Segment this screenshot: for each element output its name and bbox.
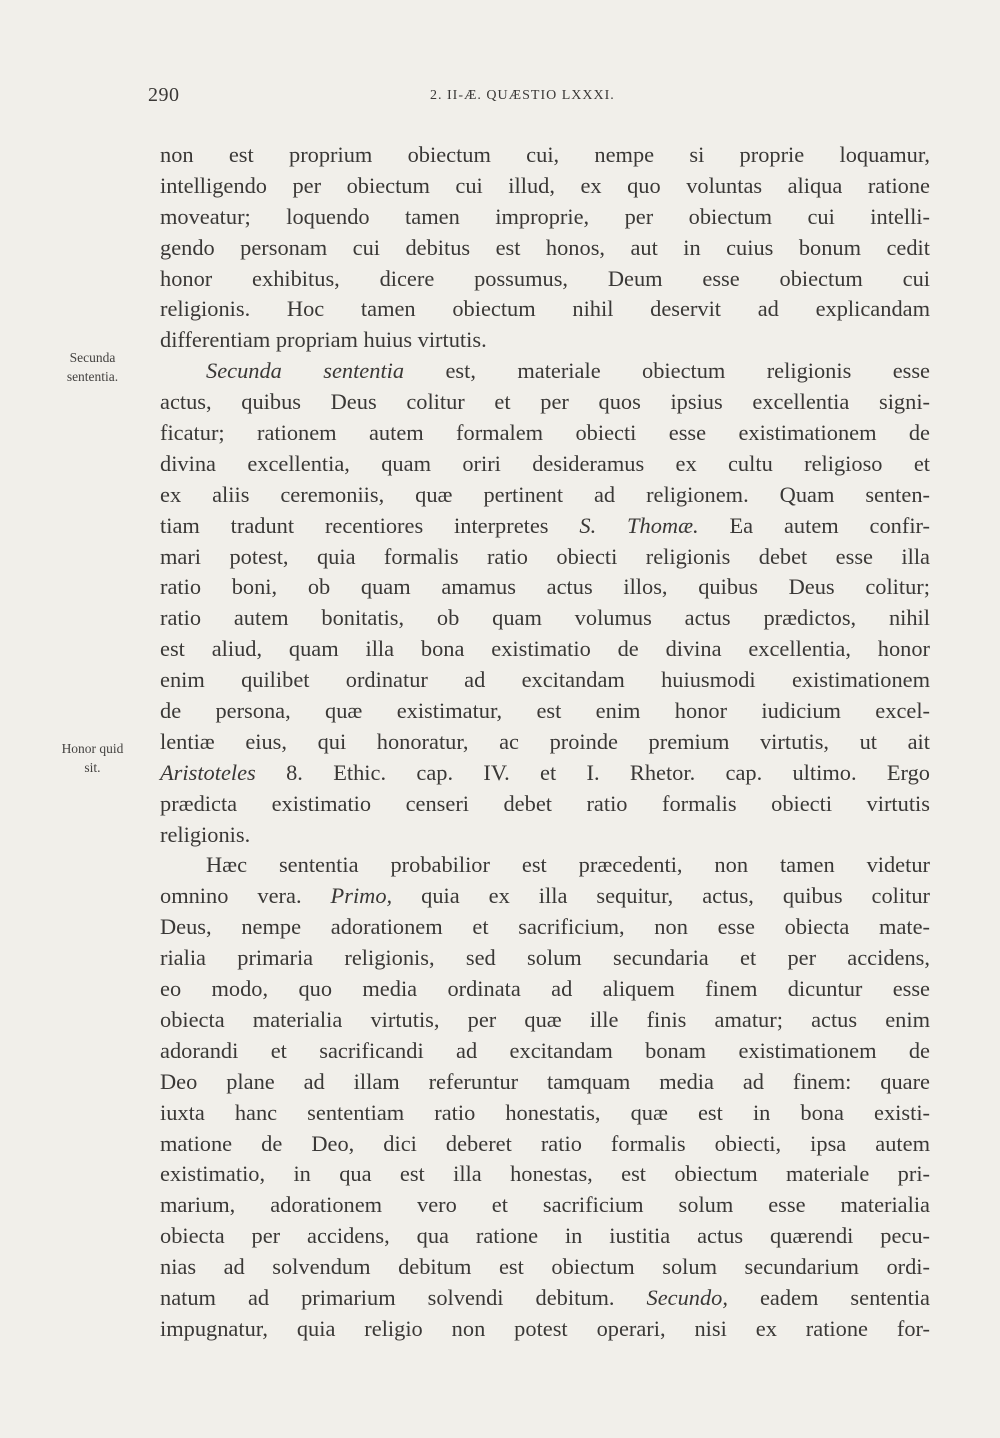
margin-note-honor-quid-sit [40,739,145,777]
text-line [160,356,930,387]
text-run: eadem sententia [727,1284,930,1310]
text-run: obiecta materialia virtutis, per quæ ille finis amatur; actus enim [160,1006,930,1032]
text-run: quia ex illa sequitur, actus, quibus colitur [392,883,930,909]
margin-note-secunda-sententia [40,348,145,386]
text-line [160,881,930,912]
text-line [160,820,930,851]
text-run: impugnatur, quia religio non potest operari, nisi ex ratione for- [160,1315,930,1341]
italic-text: Aristoteles [160,759,256,785]
text-run: tiam tradunt recentiores interpretes [160,512,580,538]
text-line [160,850,930,881]
text-line [160,202,930,233]
text-line [160,943,930,974]
text-line [160,449,930,480]
text-run: prædicta existimatio censeri debet ratio formalis obiecti virtutis [160,790,930,816]
text-line [160,727,930,758]
text-run: natum ad primarium solvendi debitum. [160,1284,647,1310]
page-header [148,84,930,114]
text-line [160,1221,930,1252]
text-run: nias ad solvendum debitum est obiectum solum secundarium ordi- [160,1254,930,1280]
text-run: divina excellentia, quam oriri desideramus ex cultu religioso et [160,450,930,476]
margin-note-line: sententia. [66,369,119,384]
text-run: existimatio, in qua est illa honestas, est obiectum materiale pri- [160,1161,930,1187]
italic-text: Secundo, [646,1284,728,1310]
italic-text: S. Thomæ. [579,512,699,538]
text-line [160,1159,930,1190]
text-run: honor exhibitus, dicere possumus, Deum esse obiectum cui [160,265,930,291]
text-run: obiecta per accidens, qua ratione in iustitia actus quærendi pecu- [160,1223,930,1249]
text-run: ratio boni, ob quam amamus actus illos, quibus Deus colitur; [160,574,930,600]
text-line [160,418,930,449]
text-line [160,511,930,542]
text-run: iuxta hanc sententiam ratio honestatis, quæ est in bona existi- [160,1099,930,1125]
text-line [160,789,930,820]
text-run: est, materiale obiectum religionis esse [404,358,930,384]
text-line [160,1067,930,1098]
text-line [160,171,930,202]
text-line [160,233,930,264]
text-run: intelligendo per obiectum cui illud, ex quo voluntas aliqua ratione [160,172,930,198]
text-line [160,696,930,727]
text-line [160,1005,930,1036]
text-run: eo modo, quo media ordinata ad aliquem finem dicuntur esse [160,976,930,1002]
margin-note-line: Honor quid [61,741,124,756]
body-text [160,140,930,1345]
text-line [160,1252,930,1283]
text-run: marium, adorationem vero et sacrificium solum esse materialia [160,1192,930,1218]
text-run: religionis. [160,821,251,847]
text-run: moveatur; loquendo tamen improprie, per obiectum cui intelli- [160,203,930,229]
text-line [160,974,930,1005]
text-line [160,294,930,325]
text-line [160,572,930,603]
margin-note-line: sit. [84,760,101,775]
text-line [160,1098,930,1129]
text-line [160,912,930,943]
text-line [160,1190,930,1221]
text-run: religionis. Hoc tamen obiectum nihil deservit ad explicandam [160,296,930,322]
text-run: Deus, nempe adorationem et sacrificium, non esse obiecta mate- [160,914,930,940]
text-line [160,603,930,634]
text-line [160,1129,930,1160]
text-line [160,1036,930,1067]
text-line [160,758,930,789]
text-run: ratio autem bonitatis, ob quam volumus actus prædictos, nihil [160,605,930,631]
text-line [160,480,930,511]
text-run: mari potest, quia formalis ratio obiecti religionis debet esse illa [160,543,930,569]
text-line [160,325,930,356]
text-run: est aliud, quam illa bona existimatio de divina excellentia, honor [160,636,930,662]
text-run: 8. Ethic. cap. IV. et I. Rhetor. cap. ultimo. Ergo [255,759,930,785]
text-line [160,387,930,418]
text-run: omnino vera. [160,883,331,909]
text-run: Hæc sententia probabilior est præcedenti, non tamen videtur [206,852,930,878]
text-line [160,1314,930,1345]
italic-text: Primo, [330,883,393,909]
text-run: matione de Deo, dici deberet ratio formalis obiecti, ipsa autem [160,1130,930,1156]
text-run: Ea autem confir- [698,512,931,538]
text-run: de persona, quæ existimatur, est enim honor iudicium excel- [160,698,930,724]
text-line [160,264,930,295]
text-run: Deo plane ad illam referuntur tamquam media ad finem: quare [160,1068,930,1094]
text-line [160,665,930,696]
text-run: lentiæ eius, qui honoratur, ac proinde premium virtutis, ut ait [160,728,930,754]
text-run: rialia primaria religionis, sed solum secundaria et per accidens, [160,945,930,971]
text-run: non est proprium obiectum cui, nempe si proprie loquamur, [160,142,930,167]
page-number: 290 [148,84,180,106]
italic-text: Secunda sententia [206,358,405,384]
text-run: actus, quibus Deus colitur et per quos ipsius excellentia signi- [160,389,930,415]
text-run: enim quilibet ordinatur ad excitandam huiusmodi existimationem [160,667,930,693]
text-line [160,634,930,665]
text-line [160,542,930,573]
text-line [160,1283,930,1314]
text-run: gendo personam cui debitus est honos, aut in cuius bonum cedit [160,234,930,260]
margin-note-line: Secunda [69,350,116,365]
running-title: 2. II-Æ. QUÆSTIO LXXXI. [430,88,615,103]
text-line [160,140,930,171]
text-run: ex aliis ceremoniis, quæ pertinent ad religionem. Quam senten- [160,481,930,507]
text-run: differentiam propriam huius virtutis. [160,327,487,353]
text-run: adorandi et sacrificandi ad excitandam bonam existimationem de [160,1037,930,1063]
text-run: ficatur; rationem autem formalem obiecti esse existimationem de [160,420,930,446]
